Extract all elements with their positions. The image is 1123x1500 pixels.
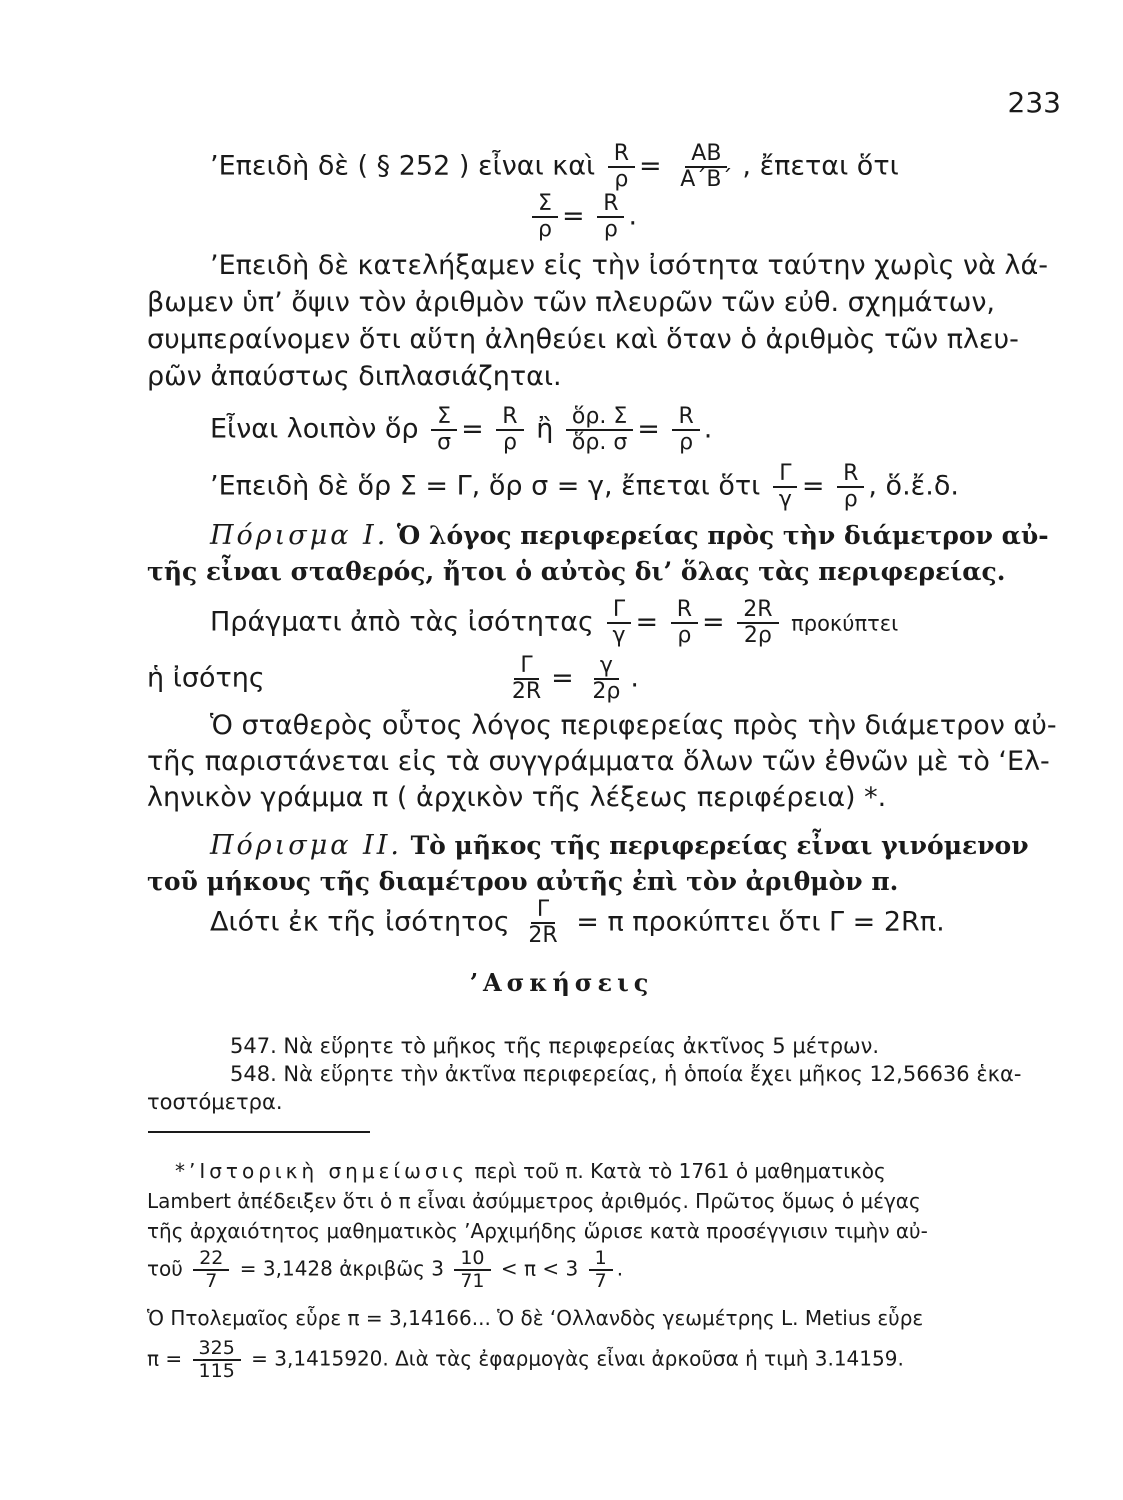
paragraph-line: συμπεραίνομεν ὅτι αὕτη ἀληθεύει καὶ ὅταν ὁ ἀριθμὸς τῶν πλευ-	[147, 324, 1019, 355]
corollary-text: τῆς εἶναι σταθερός, ἤτοι ὁ αὐτὸς δι’ ὅλας τὰς περιφερείας.	[147, 557, 1006, 586]
fraction: $\frac{1}{7}$	[589, 1248, 613, 1292]
fraction: $\frac{\Sigma}{\sigma}$	[431, 405, 457, 455]
exercise-item: τοστόμετρα.	[147, 1090, 283, 1114]
footnote-line: τοῦ $\frac{22}{7}$ = 3,1428 ἀκριβῶς 3 $\frac{10}{71}$ < π < 3 $\frac{1}{7}$ .	[147, 1247, 624, 1292]
corollary-label: Πόρισμα ΙΙ.	[210, 830, 402, 861]
footnote-line: *’Ιστορικὴ σημείωσις περὶ τοῦ π. Κατὰ τὸ 1761 ὁ μαθηματικὸς	[175, 1159, 886, 1183]
fraction: $\frac{325}{115}$	[193, 1338, 241, 1382]
equation-line-5: Πράγματι ἀπὸ τὰς ἰσότητας $\frac{\Gamma}{\gamma}$ = $\frac{R}{\rho}$ = $\frac{2R}{2\rho}$ προκύπτει	[210, 597, 899, 648]
equation-line-3: Εἶναι λοιπὸν ὅρ $\frac{\Sigma}{\sigma}$ = $\frac{R}{\rho}$ ἢ $\frac{\text{ὅρ. Σ}}{\text{ὅρ. σ}}$ = $\frac{R}{\rho}$ .	[210, 404, 713, 455]
fraction: $\frac{\gamma}{2\rho}$	[592, 653, 621, 704]
fraction: $\frac{\Gamma}{2R}$	[528, 897, 558, 948]
fraction: $\frac{AB}{A΄B΄}$	[680, 141, 733, 192]
corollary-label: Πόρισμα Ι.	[210, 520, 389, 551]
paragraph-line: τῆς παριστάνεται εἰς τὰ συγγράμματα ὅλων τῶν ἐθνῶν μὲ τὸ ‘Ελ-	[147, 746, 1050, 777]
corollary-text: Τὸ μῆκος τῆς περιφερείας εἶναι γινόμενον	[410, 831, 1029, 860]
equation-line-4: ’Επειδὴ δὲ ὅρ Σ = Γ, ὅρ σ = γ, ἔπεται ὅτι $\frac{\Gamma}{\gamma}$ = $\frac{R}{\rho}$ , ὅ.ἔ.δ.	[210, 461, 959, 512]
footnote-line: π = $\frac{325}{115}$ = 3,1415920. Διὰ τὰς ἐφαρμογὰς εἶναι ἀρκοῦσα ἡ τιμὴ 3.14159.	[147, 1337, 904, 1382]
corollary-text: τοῦ μήκους τῆς διαμέτρου αὐτῆς ἐπὶ τὸν ἀριθμὸν π.	[147, 867, 899, 896]
corollary-1	[210, 520, 1049, 552]
paragraph-line: βωμεν ὑπ’ ὄψιν τὸν ἀριθμὸν τῶν πλευρῶν τῶν εὐθ. σχημάτων,	[147, 287, 995, 318]
fraction: $\frac{\Gamma}{\gamma}$	[773, 462, 798, 512]
paragraph-line: Ὁ σταθερὸς οὗτος λόγος περιφερείας πρὸς τὴν διάμετρον αὐ-	[210, 710, 1057, 741]
exercises-heading: ’Ασκήσεις	[469, 968, 654, 997]
fraction: $\frac{R}{\rho}$	[597, 192, 624, 242]
footnote-line: τῆς ἀρχαιότητος μαθηματικὸς ’Αρχιμήδης ὥρισε κατὰ προσέγγισιν τιμὴν αὐ-	[147, 1219, 928, 1243]
equation-line-7: Διότι ἐκ τῆς ἰσότητος $\frac{\Gamma}{2R}$ = π προκύπτει ὅτι Γ = 2Rπ.	[210, 897, 945, 948]
fraction: $\frac{R}{\rho}$	[672, 405, 699, 455]
paragraph-line: ρῶν ἀπαύστως διπλασιάζηται.	[147, 361, 562, 392]
footnote-line: Ὁ Πτολεμαῖος εὗρε π = 3,14166... Ὁ δὲ ‘Ολλανδὸς γεωμέτρης L. Metius εὗρε	[147, 1306, 924, 1330]
page-number: 233	[1007, 86, 1061, 119]
fraction: $\frac{\Gamma}{\gamma}$	[606, 598, 631, 648]
paragraph-line: ’Επειδὴ δὲ κατελήξαμεν εἰς τὴν ἰσότητα ταύτην χωρὶς νὰ λά-	[210, 250, 1049, 281]
fraction: $\frac{\Sigma}{\rho}$	[532, 192, 558, 242]
fraction: $\frac{R}{\rho}$	[496, 405, 523, 455]
footnote-line: Lambert ἀπέδειξεν ὅτι ὁ π εἶναι ἀσύμμετρος ἀριθμός. Πρῶτος ὅμως ὁ μέγας	[147, 1189, 921, 1213]
exercise-item: 547. Νὰ εὕρητε τὸ μῆκος τῆς περιφερείας ἀκτῖνος 5 μέτρων.	[230, 1034, 880, 1058]
fraction: $\frac{10}{71}$	[454, 1248, 490, 1292]
equation-line-2: $\frac{\Sigma}{\rho}$ = $\frac{R}{\rho}$ .	[528, 192, 637, 242]
fraction: $\frac{\text{ὅρ. Σ}}{\text{ὅρ. σ}}$	[566, 405, 633, 455]
fraction: $\frac{2R}{2\rho}$	[737, 598, 778, 648]
fraction: $\frac{R}{\rho}$	[671, 598, 698, 648]
equation-line-1: ’Επειδὴ δὲ ( § 252 ) εἶναι καὶ $\frac{R}{\rho}$ = $\frac{AB}{A΄B΄}$ , ἔπεται ὅτι	[210, 141, 899, 192]
fraction: $\frac{\Gamma}{2R}$	[511, 653, 542, 704]
footnote-divider	[148, 1131, 370, 1133]
fraction: $\frac{R}{\rho}$	[837, 462, 864, 512]
exercise-item: 548. Νὰ εὕρητε τὴν ἀκτῖνα περιφερείας, ἡ ὁποία ἔχει μῆκος 12,56636 ἑκα-	[230, 1062, 1022, 1086]
corollary-2	[210, 830, 1029, 862]
paragraph-line: ληνικὸν γράμμα π ( ἀρχικὸν τῆς λέξεως περιφέρεια) *.	[147, 782, 887, 813]
fraction: $\frac{R}{\rho}$	[608, 142, 635, 192]
equation-line-6: ἡ ἰσότης $\frac{\Gamma}{2R}$ = $\frac{\gamma}{2\rho}$ .	[147, 653, 639, 704]
fraction: $\frac{22}{7}$	[193, 1248, 229, 1292]
corollary-text: Ὁ λόγος περιφερείας πρὸς τὴν διάμετρον αὐ-	[396, 521, 1049, 550]
